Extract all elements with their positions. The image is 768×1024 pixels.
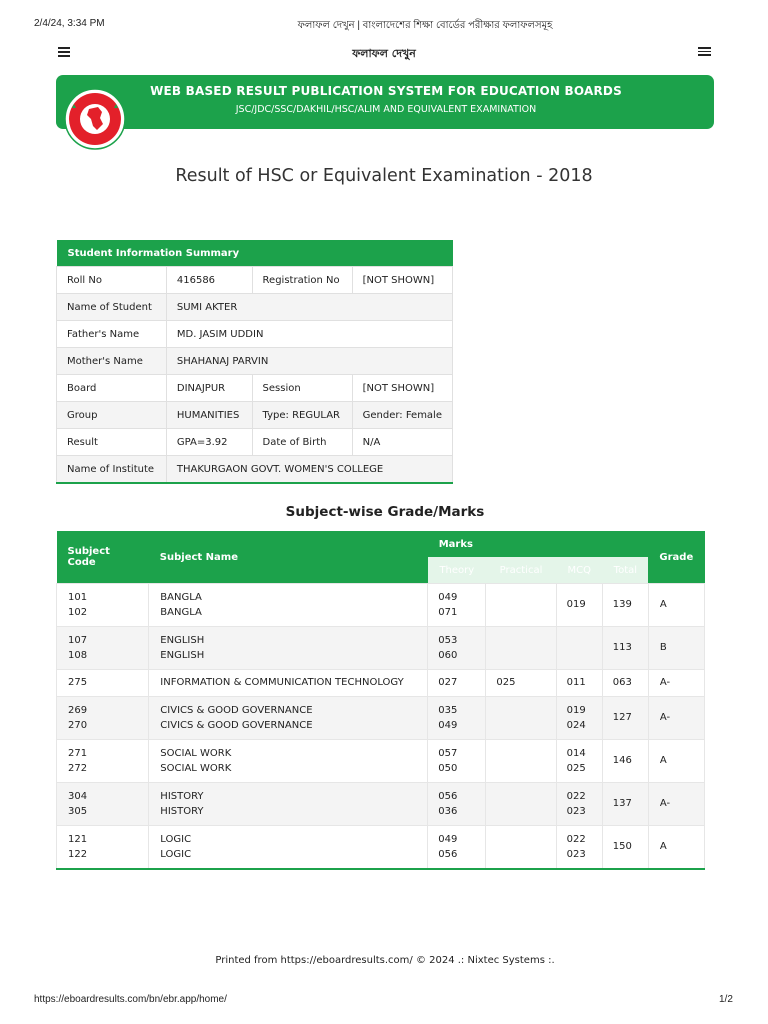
info-label: Result — [57, 429, 167, 456]
table-row — [57, 670, 705, 697]
col-mcq: MCQ — [556, 557, 602, 584]
subject-name: INFORMATION & COMMUNICATION TECHNOLOGY — [149, 670, 428, 697]
subject-name: HISTORY — [160, 790, 204, 802]
total-mark: 063 — [602, 670, 648, 697]
info-label: Group — [57, 402, 167, 429]
mcq-mark: 024 — [566, 720, 586, 731]
col-subject-name: Subject Name — [149, 531, 428, 584]
subject-code: 108 — [68, 650, 88, 661]
theory-mark: 056 — [438, 790, 458, 802]
info-label: Date of Birth — [252, 429, 352, 456]
grade-value: A — [648, 740, 704, 783]
subject-code: 269 — [68, 704, 88, 716]
printed-from-footer: Printed from https://eboardresults.com/ © 2024 .: Nixtec Systems :. — [215, 955, 555, 966]
practical-mark — [486, 697, 556, 740]
table-row — [57, 826, 705, 870]
grade-value: A — [648, 826, 704, 870]
col-practical: Practical — [486, 557, 556, 584]
banner-subtitle: JSC/JDC/SSC/DAKHIL/HSC/ALIM AND EQUIVALENT EXAMINATION — [235, 104, 537, 115]
table-row — [57, 783, 705, 826]
info-label: Name of Institute — [57, 456, 167, 484]
mcq-mark: 022 — [566, 833, 586, 845]
session-value: [NOT SHOWN] — [352, 375, 452, 402]
info-label: Roll No — [57, 267, 167, 294]
subject-name: ENGLISH — [160, 634, 205, 646]
subject-code: 272 — [68, 763, 88, 774]
header-banner — [56, 75, 714, 129]
total-mark: 137 — [602, 783, 648, 826]
grade-marks-title: Subject-wise Grade/Marks — [285, 504, 485, 520]
subject-name: CIVICS & GOOD GOVERNANCE — [160, 704, 313, 716]
subject-code: 270 — [68, 720, 88, 731]
government-seal-logo — [64, 88, 126, 150]
subject-name: LOGIC — [160, 849, 192, 860]
list-menu-icon[interactable] — [698, 47, 711, 58]
mcq-mark: 019 — [556, 584, 602, 627]
info-label: Registration No — [252, 267, 352, 294]
subject-code: 102 — [68, 607, 88, 618]
result-gpa: GPA=3.92 — [166, 429, 252, 456]
theory-mark: 050 — [438, 763, 458, 774]
theory-mark: 071 — [438, 607, 458, 618]
total-mark: 113 — [602, 627, 648, 670]
subject-code: 304 — [68, 790, 88, 802]
col-total: Total — [602, 557, 648, 584]
info-label: Mother's Name — [57, 348, 167, 375]
subject-name: CIVICS & GOOD GOVERNANCE — [160, 720, 313, 731]
grade-value: A- — [648, 670, 704, 697]
exam-title: Result of HSC or Equivalent Examination - 2018 — [175, 166, 593, 186]
total-mark: 150 — [602, 826, 648, 870]
roll-number: 416586 — [166, 267, 252, 294]
mcq-mark — [556, 627, 602, 670]
theory-mark: 035 — [438, 704, 458, 716]
subject-name: SOCIAL WORK — [160, 763, 232, 774]
info-label: Father's Name — [57, 321, 167, 348]
info-label: Session — [252, 375, 352, 402]
col-theory: Theory — [428, 557, 486, 584]
practical-mark — [486, 783, 556, 826]
info-label: Board — [57, 375, 167, 402]
practical-mark — [486, 627, 556, 670]
theory-mark: 060 — [438, 650, 458, 661]
theory-mark: 057 — [438, 747, 458, 759]
theory-mark: 027 — [428, 670, 486, 697]
theory-mark: 036 — [438, 806, 458, 817]
subject-code: 271 — [68, 747, 88, 759]
subject-code: 101 — [68, 591, 88, 603]
mcq-mark: 014 — [566, 747, 586, 759]
theory-mark: 049 — [438, 591, 458, 603]
student-name: SUMI AKTER — [166, 294, 452, 321]
gender-value: Gender: Female — [352, 402, 452, 429]
practical-mark — [486, 584, 556, 627]
print-url[interactable]: https://eboardresults.com/bn/ebr.app/home/ — [34, 994, 227, 1005]
practical-mark — [486, 826, 556, 870]
col-subject-code: Subject Code — [57, 531, 149, 584]
subject-code: 122 — [68, 849, 88, 860]
nav-title: ফলাফল দেখুন — [352, 47, 416, 60]
print-datetime: 2/4/24, 3:34 PM — [34, 18, 105, 29]
practical-mark: 025 — [486, 670, 556, 697]
father-name: MD. JASIM UDDIN — [166, 321, 452, 348]
theory-mark: 049 — [438, 833, 458, 845]
print-page-title: ফলাফল দেখুন | বাংলাদেশের শিক্ষা বোর্ডের পরীক্ষার ফলাফলসমূহ — [297, 20, 553, 31]
mother-name: SHAHANAJ PARVIN — [166, 348, 452, 375]
mcq-mark: 022 — [566, 790, 586, 802]
grade-value: A- — [648, 697, 704, 740]
table-row — [57, 740, 705, 783]
total-mark: 146 — [602, 740, 648, 783]
mcq-mark: 023 — [566, 849, 586, 860]
grade-value: B — [648, 627, 704, 670]
subject-name: LOGIC — [160, 833, 192, 845]
table-row — [57, 627, 705, 670]
practical-mark — [486, 740, 556, 783]
institute-name: THAKURGAON GOVT. WOMEN'S COLLEGE — [166, 456, 452, 484]
banner-title: WEB BASED RESULT PUBLICATION SYSTEM FOR EDUCATION BOARDS — [150, 84, 622, 98]
subject-name: ENGLISH — [160, 650, 205, 661]
grade-value: A- — [648, 783, 704, 826]
student-info-header: Student Information Summary — [57, 240, 453, 267]
board-name: DINAJPUR — [166, 375, 252, 402]
group-value: HUMANITIES — [166, 402, 252, 429]
subject-name: BANGLA — [160, 607, 202, 618]
total-mark: 127 — [602, 697, 648, 740]
grade-value: A — [648, 584, 704, 627]
col-marks: Marks — [428, 531, 649, 557]
subject-code: 275 — [57, 670, 149, 697]
theory-mark: 056 — [438, 849, 458, 860]
print-page-number: 1/2 — [719, 994, 733, 1005]
mcq-mark: 019 — [566, 704, 586, 716]
subject-code: 305 — [68, 806, 88, 817]
col-grade: Grade — [648, 531, 704, 584]
subject-name: SOCIAL WORK — [160, 747, 232, 759]
subject-code: 121 — [68, 833, 88, 845]
student-info-table — [56, 240, 453, 484]
registration-number: [NOT SHOWN] — [352, 267, 452, 294]
subject-name: HISTORY — [160, 806, 204, 817]
type-value: Type: REGULAR — [252, 402, 352, 429]
table-row — [57, 697, 705, 740]
date-of-birth: N/A — [352, 429, 452, 456]
table-row — [57, 584, 705, 627]
info-label: Name of Student — [57, 294, 167, 321]
theory-mark: 053 — [438, 634, 458, 646]
mcq-mark: 011 — [556, 670, 602, 697]
total-mark: 139 — [602, 584, 648, 627]
subject-name: BANGLA — [160, 591, 202, 603]
theory-mark: 049 — [438, 720, 458, 731]
mcq-mark: 025 — [566, 763, 586, 774]
marks-table — [56, 531, 705, 870]
subject-code: 107 — [68, 634, 88, 646]
mcq-mark: 023 — [566, 806, 586, 817]
